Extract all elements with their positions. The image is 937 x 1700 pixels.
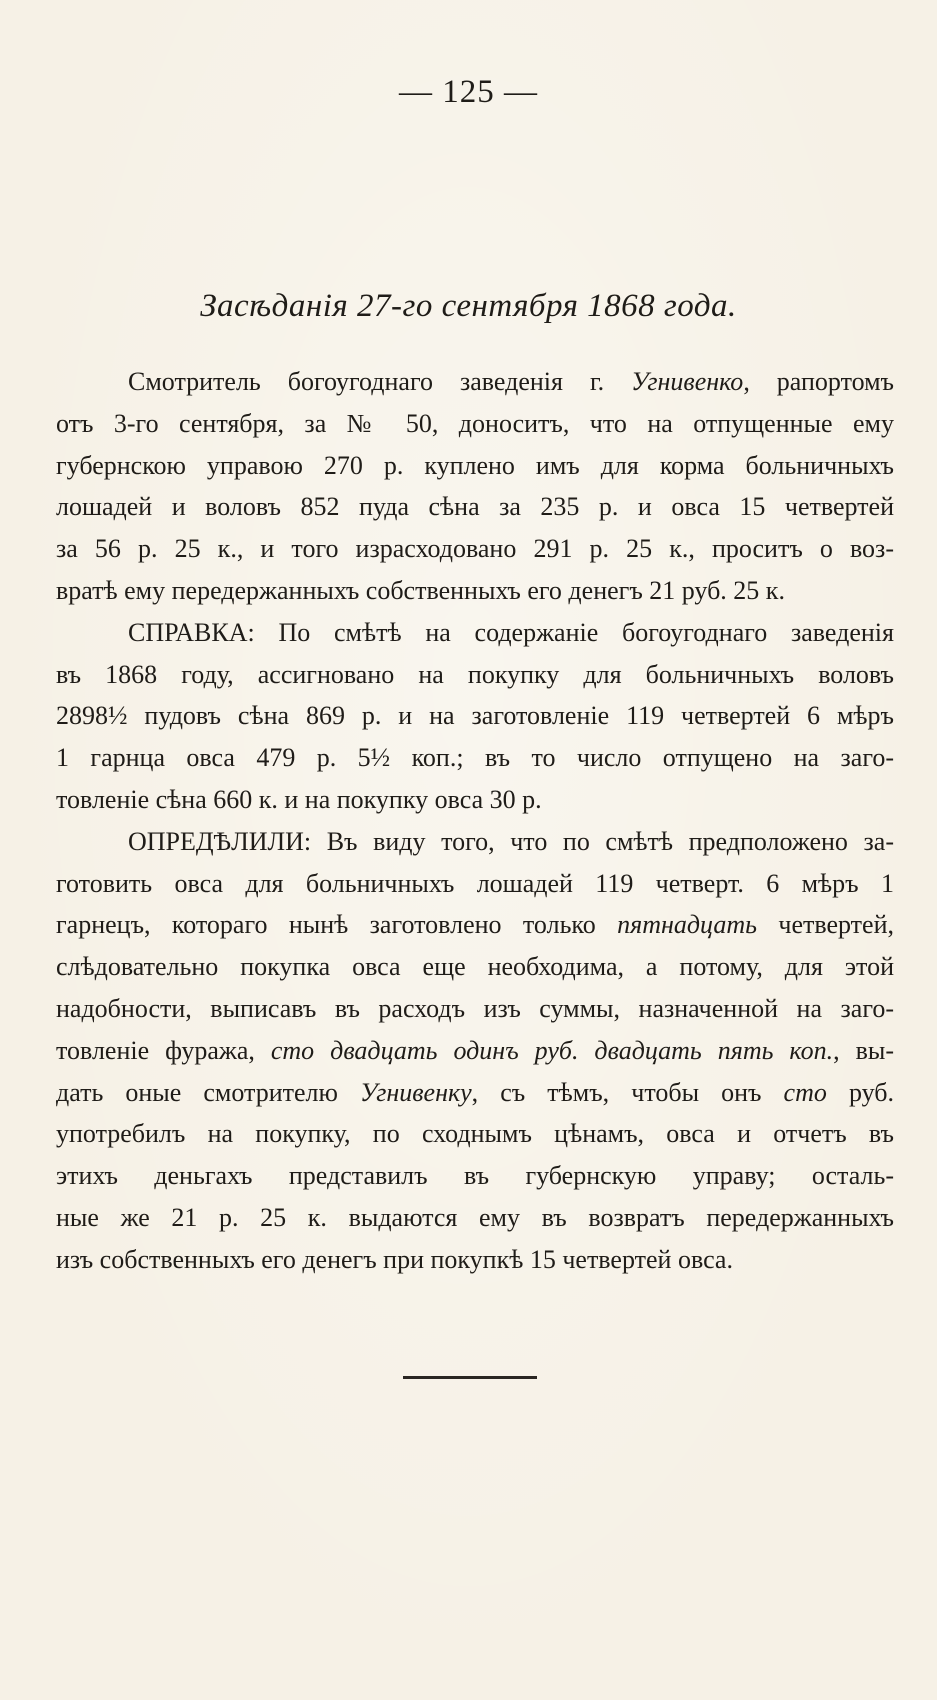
line-text: товленіе сѣна 660 к. и на покупку овса 30 р. [56, 784, 542, 814]
line-text: лошадей и воловъ 852 пуда сѣна за 235 р. и овса 15 четвертей [56, 492, 894, 522]
text-line [56, 779, 894, 821]
text-line [56, 1030, 894, 1072]
text-line [56, 946, 894, 988]
line-text: четвертей, [756, 910, 894, 940]
horizontal-rule [403, 1376, 537, 1379]
text-line [56, 654, 894, 696]
text-line [56, 570, 894, 612]
line-text: этихъ деньгахъ представилъ въ губернскую управу; осталь- [56, 1161, 894, 1191]
line-text: 2898½ пудовъ сѣна 869 р. и на заготовленіе 119 четвертей 6 мѣръ [56, 701, 894, 731]
text-line [56, 1072, 894, 1114]
body-text [56, 361, 894, 1281]
text-line [56, 445, 894, 487]
line-text: слѣдовательно покупка овса еще необходима, а потому, для этой [56, 952, 894, 982]
text-line [56, 904, 894, 946]
line-text: дать оные смотрителю [56, 1077, 360, 1107]
section-title: Засѣданія 27-го сентября 1868 года. [200, 288, 737, 324]
italic-text: сто [783, 1077, 827, 1107]
italic-text: сто двадцать одинъ руб. двадцать пять коп. [270, 1035, 834, 1065]
italic-text: Угнивенко [631, 367, 744, 396]
line-text: , съ тѣмъ, чтобы онъ [471, 1077, 784, 1107]
text-line [56, 988, 894, 1030]
line-text: ОПРЕДѢЛИЛИ: Въ виду того, что по смѣтѣ предположено за- [128, 826, 894, 856]
text-line [56, 1155, 894, 1197]
line-text: СПРАВКА: По смѣтѣ на содержаніе богоугоднаго заведенія [128, 617, 894, 647]
line-text: за 56 р. 25 к., и того израсходовано 291 р. 25 к., проситъ о воз- [56, 534, 894, 564]
line-text: готовить овса для больничныхъ лошадей 119 четверт. 6 мѣръ 1 [56, 868, 894, 898]
italic-text: Угнивенку [360, 1077, 472, 1107]
text-line [56, 821, 894, 863]
line-text: товленіе фуража, [56, 1035, 271, 1065]
text-line [56, 403, 894, 445]
text-line [56, 486, 894, 528]
text-line [56, 612, 894, 654]
line-text: вратѣ ему передержанныхъ собственныхъ его денегъ 21 руб. 25 к. [56, 575, 785, 605]
text-line [56, 1239, 894, 1281]
line-text: употребилъ на покупку, по сходнымъ цѣнамъ, овса и отчетъ въ [56, 1119, 894, 1149]
line-text: гарнецъ, котораго нынѣ заготовлено только [56, 910, 618, 940]
line-text: изъ собственныхъ его денегъ при покупкѣ 15 четвертей овса. [56, 1244, 733, 1274]
text-line [56, 863, 894, 905]
text-line [56, 737, 894, 779]
text-line [56, 1197, 894, 1239]
italic-text: пятнадцать [617, 910, 757, 940]
text-line [56, 1113, 894, 1155]
line-text: губернскою управою 270 р. куплено имъ для корма больничныхъ [56, 450, 894, 480]
line-text: 1 гарнца овса 479 р. 5½ коп.; въ то число отпущено на заго- [56, 743, 894, 773]
line-text: отъ 3-го сентября, за № 50, доноситъ, что на отпущенные ему [56, 408, 894, 438]
line-text: , вы- [833, 1035, 894, 1065]
line-text: руб. [826, 1077, 894, 1107]
line-text: Смотритель богоугоднаго заведенія г. [128, 367, 632, 396]
text-line [56, 695, 894, 737]
line-text: , рапортомъ [743, 367, 894, 396]
text-line [56, 528, 894, 570]
page-number: — 125 — [399, 74, 538, 110]
line-text: ные же 21 р. 25 к. выдаются ему въ возвратъ передержанныхъ [56, 1202, 894, 1232]
text-line [56, 361, 894, 403]
line-text: надобности, выписавъ въ расходъ изъ суммы, назначенной на заго- [56, 993, 894, 1023]
line-text: въ 1868 году, ассигновано на покупку для больничныхъ воловъ [56, 659, 894, 689]
